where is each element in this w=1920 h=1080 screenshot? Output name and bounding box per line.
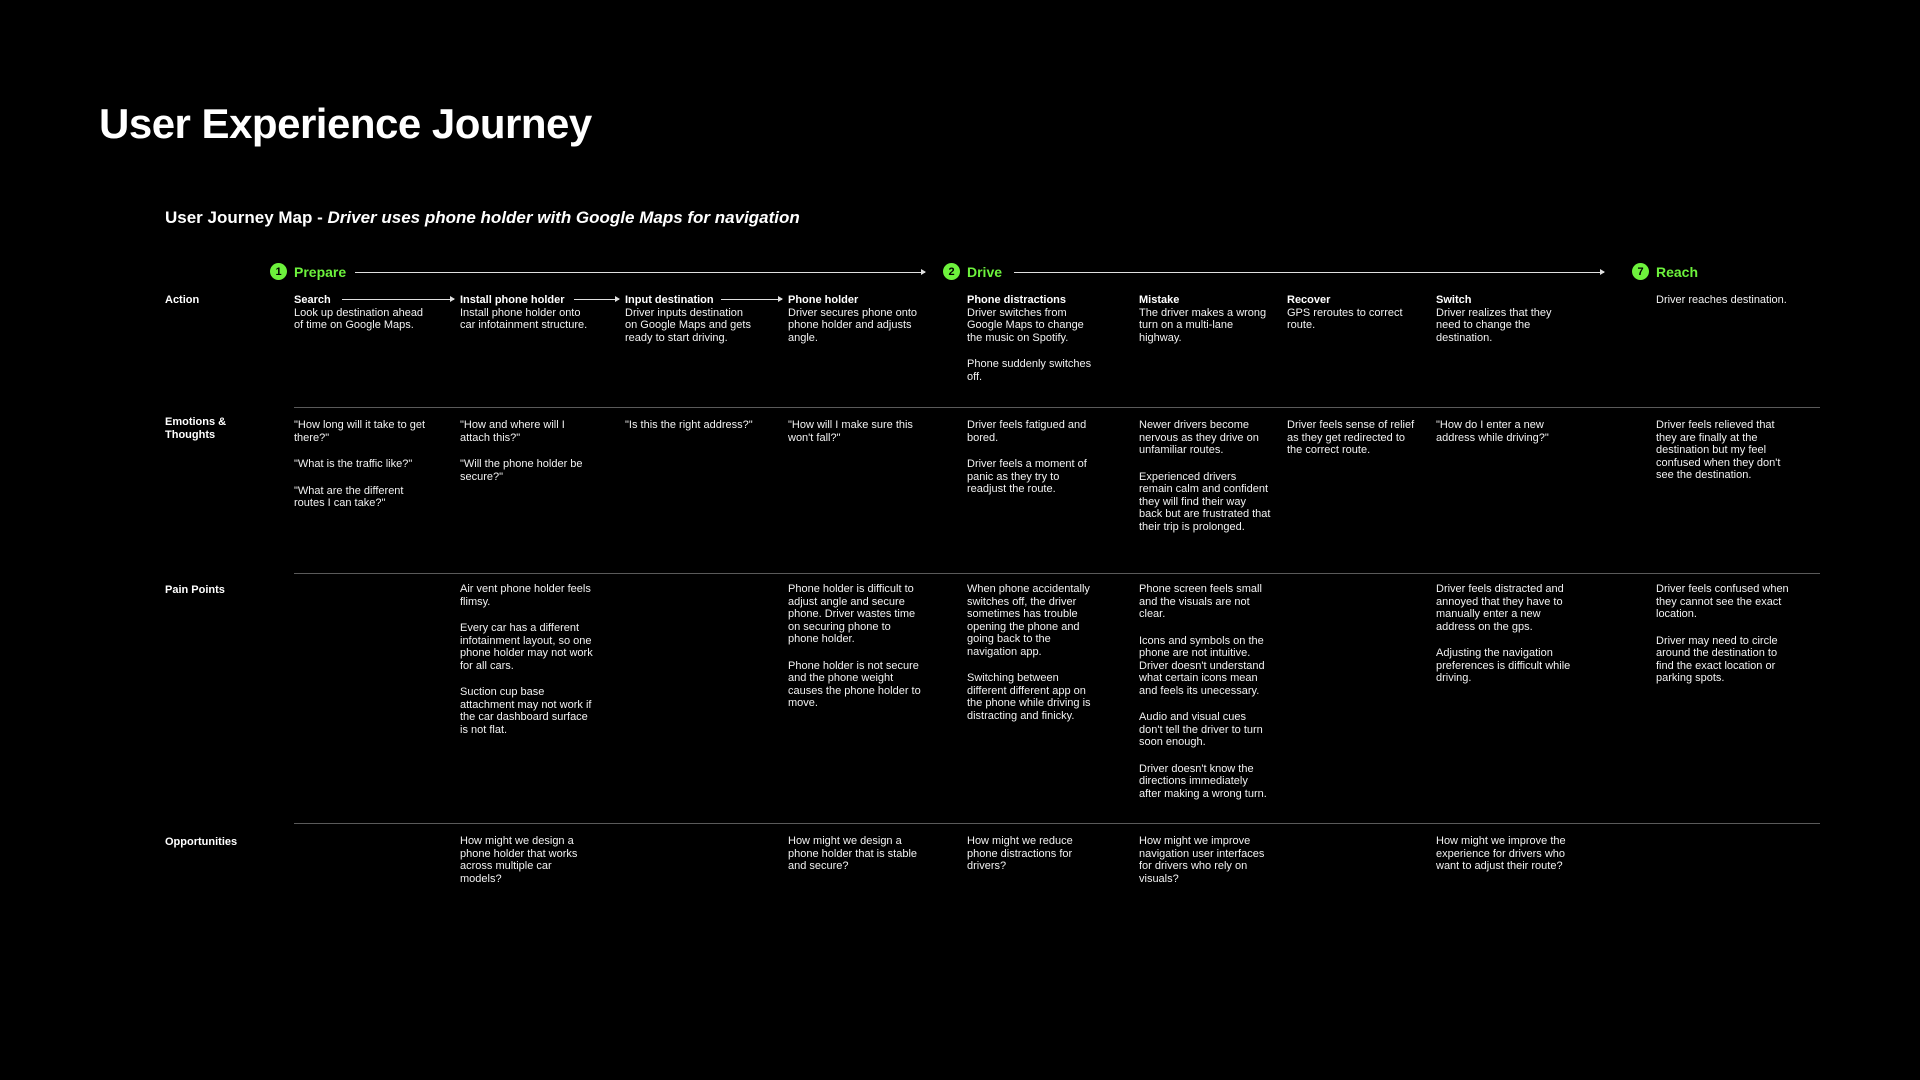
step-title: Mistake [1139, 294, 1180, 306]
emotions-cell [1656, 419, 1796, 482]
action-text: GPS reroutes to correct route. [1287, 306, 1403, 331]
subtitle-emphasis: Driver uses phone holder with Google Maps for navigation [327, 208, 800, 227]
pain-point-text: Suction cup base attachment may not work if the car dashboard surface is not flat. [460, 686, 592, 736]
subtitle-prefix: User Journey Map - [165, 208, 328, 227]
action-cell [625, 294, 757, 344]
row-label-action: Action [165, 294, 200, 306]
pain-point-cell [967, 583, 1099, 722]
action-cell [967, 294, 1099, 383]
emotions-cell [1436, 419, 1572, 444]
pain-point-cell [788, 583, 924, 710]
emotions-cell [967, 419, 1099, 496]
phase-arrow [1014, 272, 1604, 273]
row-label-pain-points: Pain Points [165, 584, 225, 596]
action-text: Install phone holder onto car infotainment structure. [460, 306, 588, 331]
emotion-text: Driver feels fatigued and bored. [967, 419, 1087, 444]
emotion-text: "How and where will I attach this?" [460, 419, 565, 444]
action-cell [1139, 294, 1271, 344]
emotion-text: "How long will it take to get there?" [294, 419, 426, 444]
pain-point-text: Driver doesn't know the directions immediately after making a wrong turn. [1139, 762, 1267, 800]
row-separator [294, 573, 1820, 574]
step-title: Phone distractions [967, 294, 1067, 306]
pain-point-text: Phone holder is difficult to adjust angle and secure phone. Driver wastes time on securing phone to phone holder. [788, 583, 916, 645]
pain-point-text: Phone holder is not secure and the phone weight causes the phone holder to move. [788, 659, 921, 709]
pain-point-cell [1436, 583, 1572, 685]
opportunity-cell: How might we improve navigation user interfaces for drivers who rely on visuals? [1139, 835, 1265, 885]
phase-label: Prepare [294, 263, 347, 280]
emotion-text: Driver feels sense of relief as they get redirected to the correct route. [1287, 419, 1415, 456]
opportunity-cell: How might we reduce phone distractions for drivers? [967, 835, 1073, 872]
action-cell [460, 294, 594, 332]
emotions-cell [1139, 419, 1271, 533]
emotions-cell [625, 419, 757, 432]
emotion-text: Newer drivers become nervous as they drive on unfamiliar routes. [1139, 419, 1259, 456]
pain-point-text: Every car has a different infotainment layout, so one phone holder may not work for all cars. [460, 622, 593, 672]
phase-reach [1632, 263, 1698, 280]
pain-point-text: Driver feels confused when they cannot see the exact location. [1656, 583, 1789, 620]
row-label-emotions: Emotions & Thoughts [165, 416, 227, 441]
emotions-cell [294, 419, 426, 510]
pain-point-text: Switching between different different app on the phone while driving is distracting and finicky. [967, 672, 1091, 722]
pain-point-text: Phone screen feels small and the visuals are not clear. [1139, 583, 1262, 620]
emotion-text: Driver feels relieved that they are finally at the destination but my feel confused when they don't see the destination. [1656, 419, 1781, 481]
pain-point-text: Audio and visual cues don't tell the driver to turn soon enough. [1139, 711, 1263, 748]
action-text: Driver switches from Google Maps to change the music on Spotify. [967, 306, 1084, 344]
action-cell [1287, 294, 1423, 332]
emotion-text: "What is the traffic like?" [294, 458, 413, 470]
row-separator [294, 407, 1820, 408]
action-cell [788, 294, 924, 344]
pain-point-text: Driver may need to circle around the destination to find the exact location or parking spots. [1656, 634, 1778, 684]
row-label-opportunities: Opportunities [165, 836, 238, 848]
step-title: Install phone holder [460, 294, 565, 306]
phase-prepare [270, 263, 346, 280]
opportunity-cell: How might we design a phone holder that is stable and secure? [788, 835, 918, 872]
action-text: Driver realizes that they need to change the destination. [1436, 306, 1552, 344]
phase-number-badge: 2 [943, 263, 960, 280]
emotion-text: Experienced drivers remain calm and confident they will find their way back but are frustrated that their trip is prolonged. [1139, 470, 1271, 533]
page-title: User Experience Journey [99, 100, 592, 147]
emotion-text: "How do I enter a new address while driving?" [1436, 419, 1549, 444]
step-title: Input destination [625, 294, 714, 306]
pain-point-text: Driver feels distracted and annoyed that they have to manually enter a new address on the gps. [1436, 583, 1564, 633]
step-title: Switch [1436, 294, 1472, 306]
emotions-cell [1287, 419, 1423, 457]
phase-label: Reach [1656, 263, 1699, 280]
emotion-text: "What are the different routes I can take?" [294, 484, 404, 509]
action-text: The driver makes a wrong turn on a multi-lane highway. [1139, 306, 1267, 344]
pain-point-text: Air vent phone holder feels flimsy. [460, 583, 591, 608]
opportunity-cell: How might we improve the experience for drivers who want to adjust their route? [1436, 835, 1566, 872]
action-text: Driver reaches destination. [1656, 294, 1787, 306]
action-text: Look up destination ahead of time on Google Maps. [294, 306, 424, 331]
step-title: Search [294, 294, 331, 306]
emotion-text: "Is this the right address?" [625, 419, 753, 431]
phase-drive [943, 263, 1002, 280]
step-title: Phone holder [788, 294, 859, 306]
emotions-cell [788, 419, 924, 444]
action-cell [294, 294, 426, 332]
action-cell [1436, 294, 1572, 344]
phase-arrow [355, 272, 925, 273]
phase-label: Drive [967, 263, 1003, 280]
emotion-text: "Will the phone holder be secure?" [460, 458, 583, 483]
emotion-text: Driver feels a moment of panic as they try to readjust the route. [967, 458, 1087, 495]
journey-map-subtitle [165, 208, 800, 228]
phase-number-badge: 7 [1632, 263, 1649, 280]
action-text: Phone suddenly switches off. [967, 358, 1092, 383]
action-text: Driver inputs destination on Google Maps and gets ready to start driving. [625, 306, 751, 344]
action-cell [1656, 294, 1796, 307]
pain-point-text: When phone accidentally switches off, the driver sometimes has trouble opening the phone and going back to the navigation app. [967, 583, 1090, 658]
phase-number-badge: 1 [270, 263, 287, 280]
row-separator [294, 823, 1820, 824]
pain-point-cell [460, 583, 594, 736]
pain-point-cell [1139, 583, 1271, 800]
pain-point-cell [1656, 583, 1796, 685]
emotion-text: "How will I make sure this won't fall?" [788, 419, 913, 444]
pain-point-text: Adjusting the navigation preferences is difficult while driving. [1436, 647, 1571, 684]
pain-point-text: Icons and symbols on the phone are not intuitive. Driver doesn't understand what certain icons mean and feels its unecessary. [1139, 634, 1265, 697]
opportunity-cell: How might we design a phone holder that works across multiple car models? [460, 835, 578, 885]
emotions-cell [460, 419, 594, 483]
step-title: Recover [1287, 294, 1331, 306]
action-text: Driver secures phone onto phone holder and adjusts angle. [788, 306, 918, 344]
